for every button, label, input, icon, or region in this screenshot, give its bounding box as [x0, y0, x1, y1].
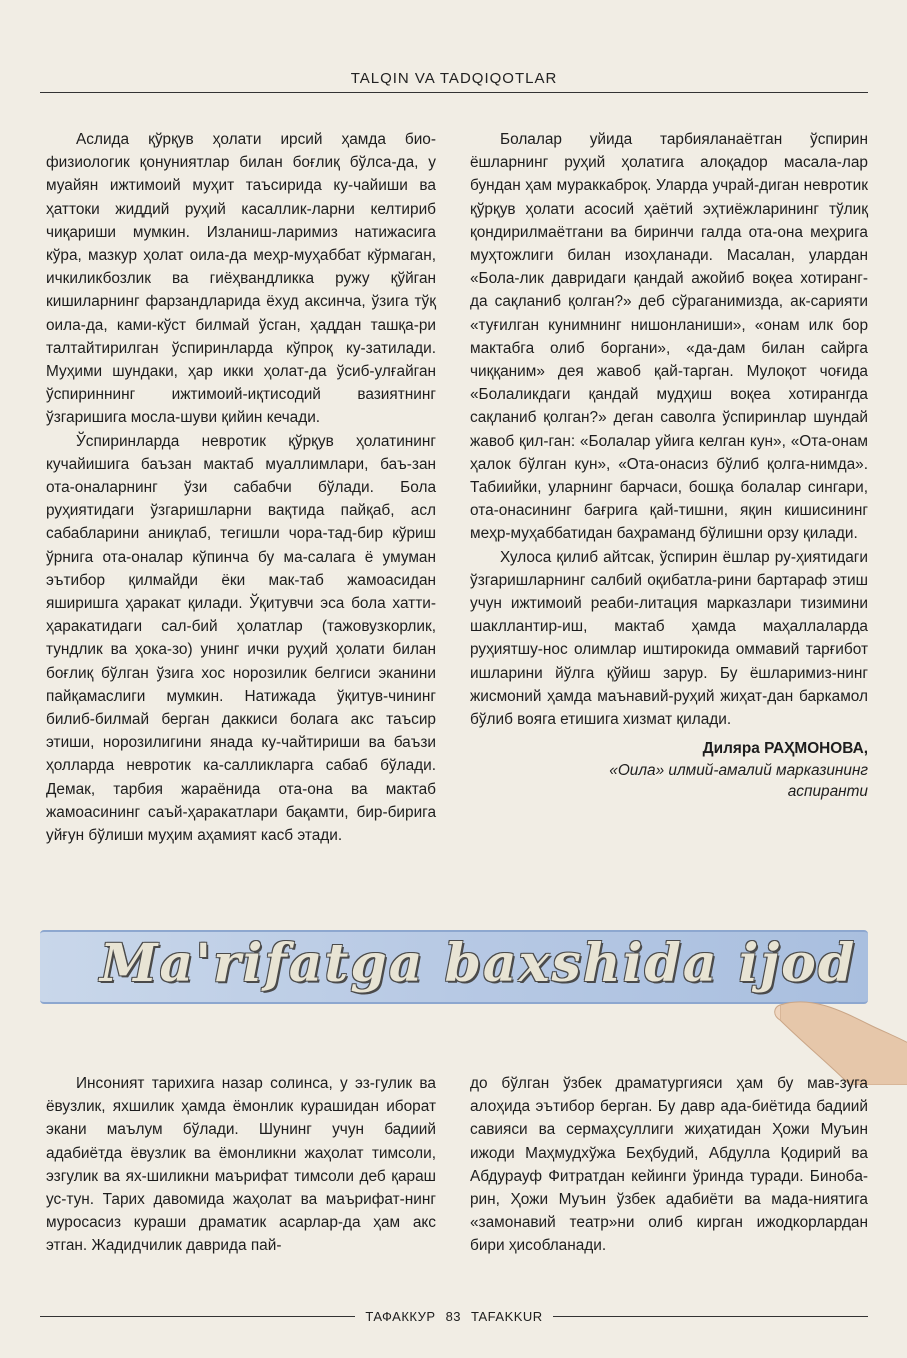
author-position: аспиранти	[787, 783, 868, 801]
pointing-hand-icon	[760, 965, 907, 1085]
author-block	[470, 737, 868, 802]
article1-paragraph: Аслида қўрқув ҳолати ирсий ҳамда био-физиологик қонуниятлар билан боғлиқ бўлса-да, у муайян ижтимоий муҳит таъсирида ку-чайиши ва ҳаттоки жиддий руҳий касаллик-ларни келтириб чиқариши мумкин. Изланиш-ларимиз натижасига кўра, мазкур ҳолат оила-да меҳр-муҳаббат кўрмаган, ичкиликбозлик ва гиёҳвандликка ружу қўйган кишиларнинг фарзандларида ёхуд аксинча, ўзига тўқ оила-да, ками-кўст билмай ўсган, ҳаддан ташқа-ри талтайтирилган ўспиринларда кўпроқ ку-затилади. Муҳими шундаки, ҳар икки ҳолат-да ўсиб-улғайган ўспириннинг ижтимоий-иқтисодий вазиятнинг ўзгаришига мосла-шуви қийин кечади.	[46, 131, 436, 427]
running-header: TALQIN VA TADQIQOTLAR	[40, 70, 868, 93]
article1-paragraph: Хулоса қилиб айтсак, ўспирин ёшлар ру-ҳиятидаги ўзгаришларнинг салбий оқибатла-рини бартараф этиш учун ижтимоий реаби-литация марказлари тизимини шакллантир-иш, мактаб ҳамда маҳаллаларда руҳиятшу-нос олимлар иштирокида оммавий тарғибот ишларини йўлга қўйиш зарур. Бу ёшларимиз-нинг жисмоний ҳамда маънавий-руҳий жиҳат-дан баркамол бўлиб вояга етишига хизмат қилади.	[470, 548, 868, 729]
author-name: Диляра РАҲМОНОВА,	[702, 740, 868, 758]
footer-rule-right	[553, 1316, 868, 1317]
article1-paragraph: Ўспиринларда невротик қўрқув ҳолатининг кучайишига баъзан мактаб муаллимлари, баъ-зан ота-оналарнинг ўзи сабабчи бўлади. Бола руҳиятидаги ўзгаришларни вақтида пайқаб, асл сабабларини аниқлаб, тегишли чора-тад-бир кўриш ўрнига ота-оналар кўпинча бу ма-салага ё умуман эътибор қилмайди ёки мак-таб жамоасидан яширишга ҳаракат қилади. Ўқитувчи эса бола хатти-ҳаракатидаги сал-бий ҳолатлар (тажовузкорлик, тундлик ва ҳока-зо) унинг ички руҳий ҳолати билан боғлиқ бўлган ўзига хос норозилик белгиси эканини пайқамаслиги мумкин. Натижада ўқитув-чининг билиб-билмай берган даккиси болага акс таъсир этиши, норозилигини янада ку-чайтириши ва баъзи ҳолларда невротик ка-салликларга сабаб бўлади. Демак, тарбия жараёнида ота-она ва мактаб жамоасининг саъй-ҳаракатлари бақамти, бир-бирига уйғун бўлиши муҳим аҳамият касб этади.	[46, 432, 436, 845]
article2-paragraph: Инсоният тарихига назар солинса, у эз-гулик ва ёвузлик, яхшилик ҳамда ёмонлик курашидан иборат экани маълум бўлади. Шунинг учун бадиий адабиётда ёвузлик ва ёмонликни жаҳолат тимсоли, эзгулик ва ях-шиликни маърифат тимсоли деб қараш ус-тун. Тарих давомида жаҳолат ва маърифат-нинг муросасиз кураши драматик асарлар-да ҳам акс этган. Жадидчилик даврида пай-	[46, 1075, 436, 1255]
banner-title: Ma'rifatga baxshida ijod	[100, 933, 857, 994]
article1-left-column	[46, 128, 436, 847]
footer-left-word: ТАФАККУР	[365, 1308, 436, 1324]
article2-left-column	[46, 1072, 436, 1258]
article1-right-column	[470, 128, 868, 802]
article2-right-column	[470, 1072, 868, 1258]
article1-paragraph: Болалар уйида тарбияланаётган ўспирин ёшларнинг руҳий ҳолатига алоқадор масала-лар бундан ҳам мураккаброқ. Уларда учрай-диган невротик қўрқув ҳолати асосий ҳаётий эҳтиёжларининг тўлиқ қондирилмаётгани ва биринчи галда ота-она меҳрига муҳтожлиги билан изоҳланади. Масалан, улардан «Бола-лик давридаги қандай ажойиб воқеа хотиранг-да сақланиб қолган?» деб сўраганимизда, ак-сарияти «туғилган кунимнинг нишонланиши», «онам илк бор мактабга олиб боргани», «да-дам билан сайрга чиққаним» дея жавоб қай-тарган. Мулоқот чоғида «Болаликдаги қандай мудҳиш воқеа хотирангда сақланиб қолган?» деган саволга ўспиринлар шундай жавоб қил-ган: «Болалар уйига келган кун», «Ота-онам ҳалок бўлган кун», «Ота-онасиз бўлиб қолга-нимда». Табиийки, уларнинг барчаси, бошқа болалар сингари, ота-онасининг бағрига қай-тишни, яқин кишисининг меҳр-муҳаббатидан баҳраманд бўлишни орзу қилади.	[470, 131, 868, 543]
page-footer	[40, 1306, 868, 1326]
footer-right-word: TAFAKKUR	[471, 1308, 543, 1324]
section-banner	[40, 905, 868, 1023]
author-affiliation: «Оила» илмий-амалий марказининг	[609, 762, 868, 780]
page-number: 83	[445, 1308, 462, 1324]
footer-rule-left	[40, 1316, 355, 1317]
article2-paragraph: до бўлган ўзбек драматургияси ҳам бу мав-зуга алоҳида эътибор берган. Бу давр ада-биётида бадиий савияси ва сермаҳсуллиги жиҳатидан Ҳожи Муъин ижоди Маҳмудхўжа Беҳбудий, Абдулла Қодирий ва Абдурауф Фитратдан кейинги ўринда туради. Бинобa-рин, Ҳожи Муъин ўзбек адабиёти ва мада-ниятига «замонавий театр»ни олиб кирган ижодкорлардан бири ҳисобланади.	[470, 1075, 868, 1255]
